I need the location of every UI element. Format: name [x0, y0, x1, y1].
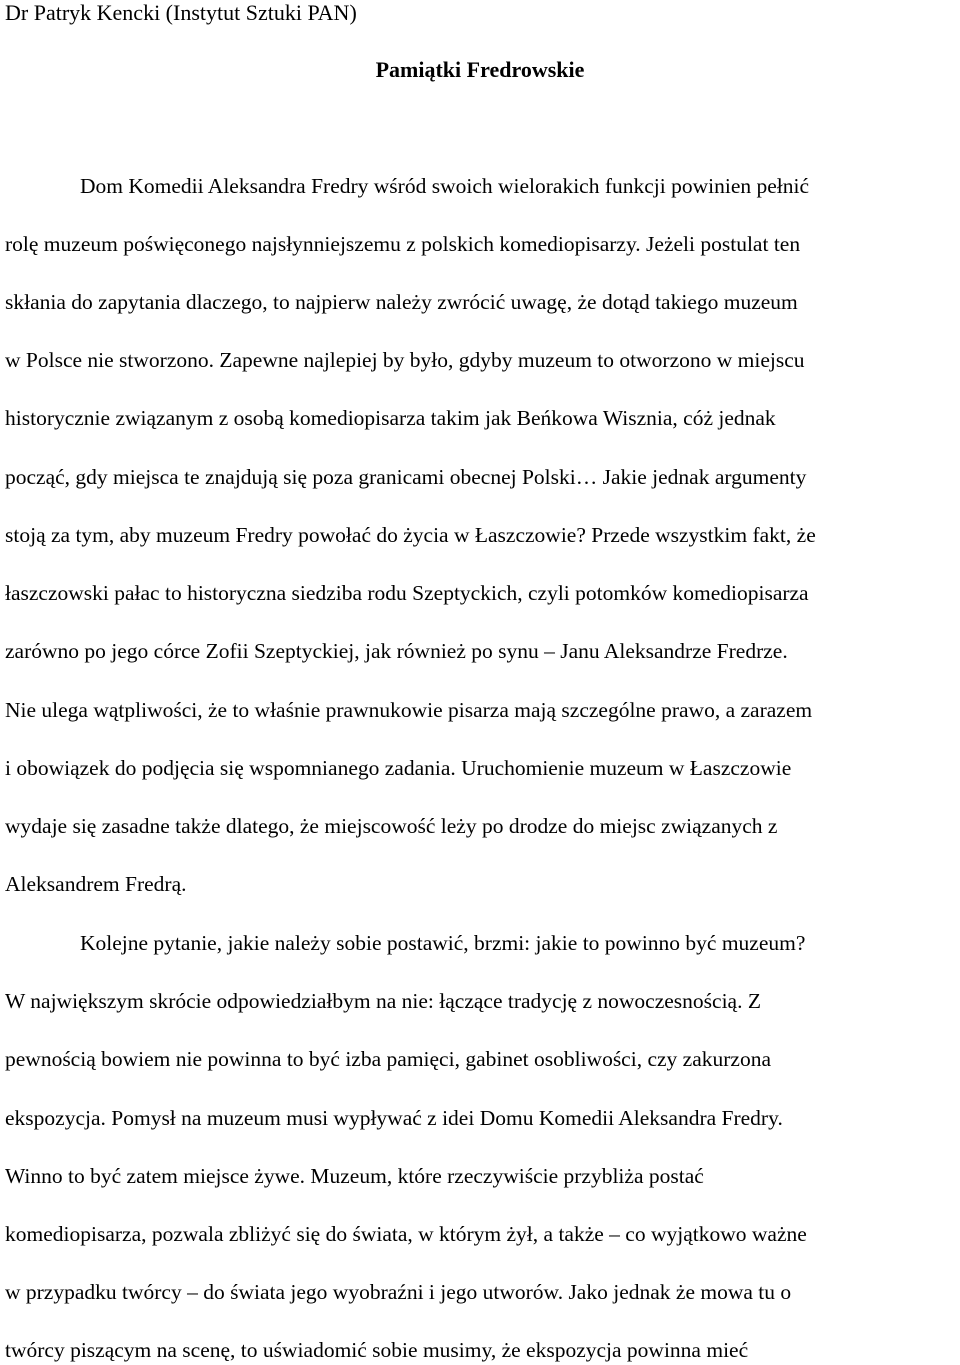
paragraph-line: w przypadku twórcy – do świata jego wyobraźni i jego utworów. Jako jednak że mowa tu o	[5, 1280, 792, 1304]
paragraph-line: ekspozycja. Pomysł na muzeum musi wypływać z idei Domu Komedii Aleksandra Fredry.	[5, 1106, 783, 1130]
paragraph-line: rolę muzeum poświęconego najsłynniejszemu z polskich komediopisarzy. Jeżeli postulat ten	[5, 232, 801, 256]
paragraph-line: Winno to być zatem miejsce żywe. Muzeum, które rzeczywiście przybliża postać	[5, 1164, 704, 1188]
paragraph-line: wydaje się zasadne także dlatego, że miejscowość leży po drodze do miejsc związanych z	[5, 814, 778, 838]
author-line: Dr Patryk Kencki (Instytut Sztuki PAN)	[5, 0, 357, 25]
paragraph-line: Kolejne pytanie, jakie należy sobie postawić, brzmi: jakie to powinno być muzeum?	[80, 931, 806, 955]
paragraph-line: i obowiązek do podjęcia się wspomnianego zadania. Uruchomienie muzeum w Łaszczowie	[5, 756, 792, 780]
paragraph-line: stoją za tym, aby muzeum Fredry powołać do życia w Łaszczowie? Przede wszystkim fakt, że	[5, 523, 816, 547]
paragraph-line: historycznie związanym z osobą komediopisarza takim jak Beńkowa Wisznia, cóż jednak	[5, 406, 776, 430]
paragraph-line: począć, gdy miejsca te znajdują się poza granicami obecnej Polski… Jakie jednak argumenty	[5, 465, 807, 489]
paragraph-line: łaszczowski pałac to historyczna siedziba rodu Szeptyckich, czyli potomków komediopisarza	[5, 581, 809, 605]
paragraph-line: twórcy piszącym na scenę, to uświadomić sobie musimy, że ekspozycja powinna mieć	[5, 1338, 749, 1362]
paragraph-line: zarówno po jego córce Zofii Szeptyckiej, jak również po synu – Janu Aleksandrze Fredrze.	[5, 639, 788, 663]
paragraph-line: komediopisarza, pozwala zbliżyć się do świata, w którym żył, a także – co wyjątkowo ważne	[5, 1222, 807, 1246]
document-title: Pamiątki Fredrowskie	[375, 57, 585, 82]
paragraph-line: w Polsce nie stworzono. Zapewne najlepiej by było, gdyby muzeum to otworzono w miejscu	[5, 348, 805, 372]
paragraph-line: skłania do zapytania dlaczego, to najpierw należy zwrócić uwagę, że dotąd takiego muzeum	[5, 290, 798, 314]
paragraph-line: Dom Komedii Aleksandra Fredry wśród swoich wielorakich funkcji powinien pełnić	[80, 174, 810, 198]
paragraph-line: W największym skrócie odpowiedziałbym na nie: łączące tradycję z nowoczesnością. Z	[5, 989, 761, 1013]
paragraph-line: Aleksandrem Fredrą.	[5, 872, 187, 896]
paragraph-line: pewnością bowiem nie powinna to być izba pamięci, gabinet osobliwości, czy zakurzona	[5, 1047, 771, 1071]
paragraph-line: Nie ulega wątpliwości, że to właśnie prawnukowie pisarza mają szczególne prawo, a zarazem	[5, 698, 813, 722]
